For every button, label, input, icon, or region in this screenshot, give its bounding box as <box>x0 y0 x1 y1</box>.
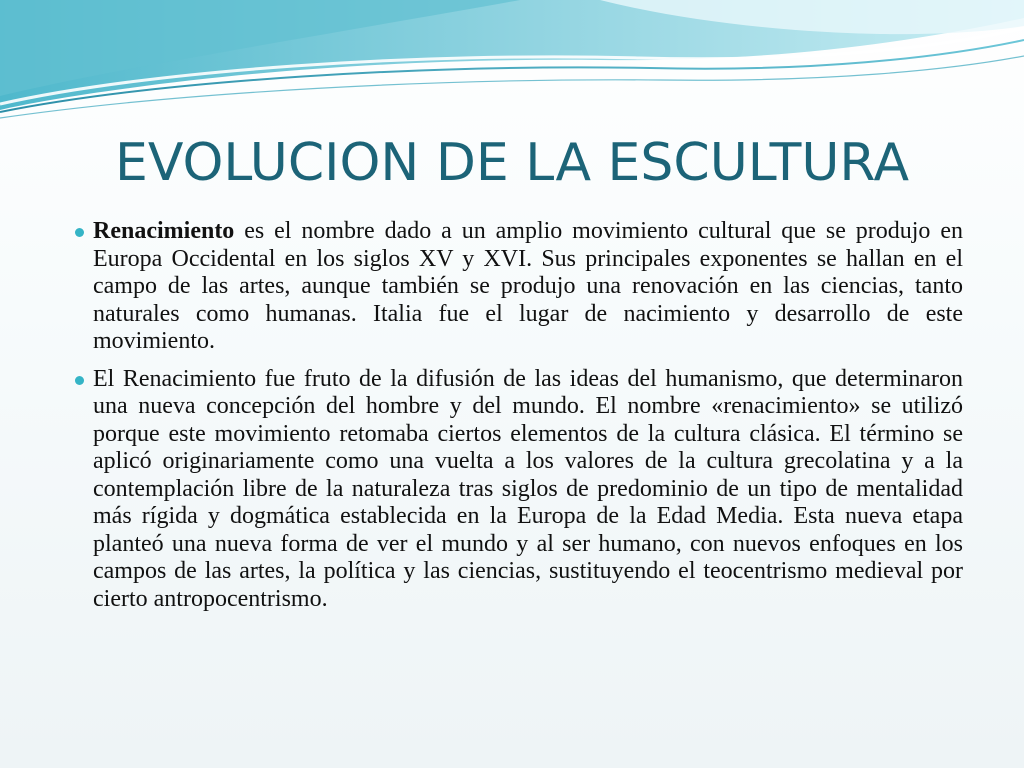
bullet-dot-icon <box>75 376 84 385</box>
bullet-body-1: es el nombre dado a un amplio movimiento cultural que se produjo en Europa Occidental en los siglos XV y XVI. Sus principales exponentes se hallan en el campo de las artes, aunque también se produjo una renovación en las ciencias, tanto naturales como humanas. Italia fue el lugar de nacimiento y desarrollo de este movimiento. <box>93 218 963 354</box>
bullet-item-1 <box>0 218 1024 356</box>
bullet-text-2 <box>93 366 963 614</box>
bullet-list <box>0 218 1024 623</box>
bullet-item-2 <box>0 366 1024 614</box>
wave-header-decoration <box>0 0 1024 130</box>
bullet-text-1 <box>93 218 963 356</box>
bullet-lead-1: Renacimiento <box>93 218 235 244</box>
slide-title: EVOLUCION DE LA ESCULTURA <box>114 133 910 193</box>
bullet-body-2: El Renacimiento fue fruto de la difusión de las ideas del humanismo, que determinaron una nueva concepción del hombre y del mundo. El nombre «renacimiento» se utilizó porque este movimiento retomaba ciertos elementos de la cultura clásica. El término se aplicó originariamente como una vuelta a los valores de la cultura grecolatina y a la contemplación libre de la naturaleza tras siglos de predominio de un tipo de mentalidad más rígida y dogmática establecida en la Europa de la Edad Media. Esta nueva etapa planteó una nueva forma de ver el mundo y al ser humano, con nuevos enfoques en los campos de las artes, la política y las ciencias, sustituyendo el teocentrismo medieval por cierto antropocentrismo. <box>93 365 963 612</box>
bullet-dot-icon <box>75 228 84 237</box>
